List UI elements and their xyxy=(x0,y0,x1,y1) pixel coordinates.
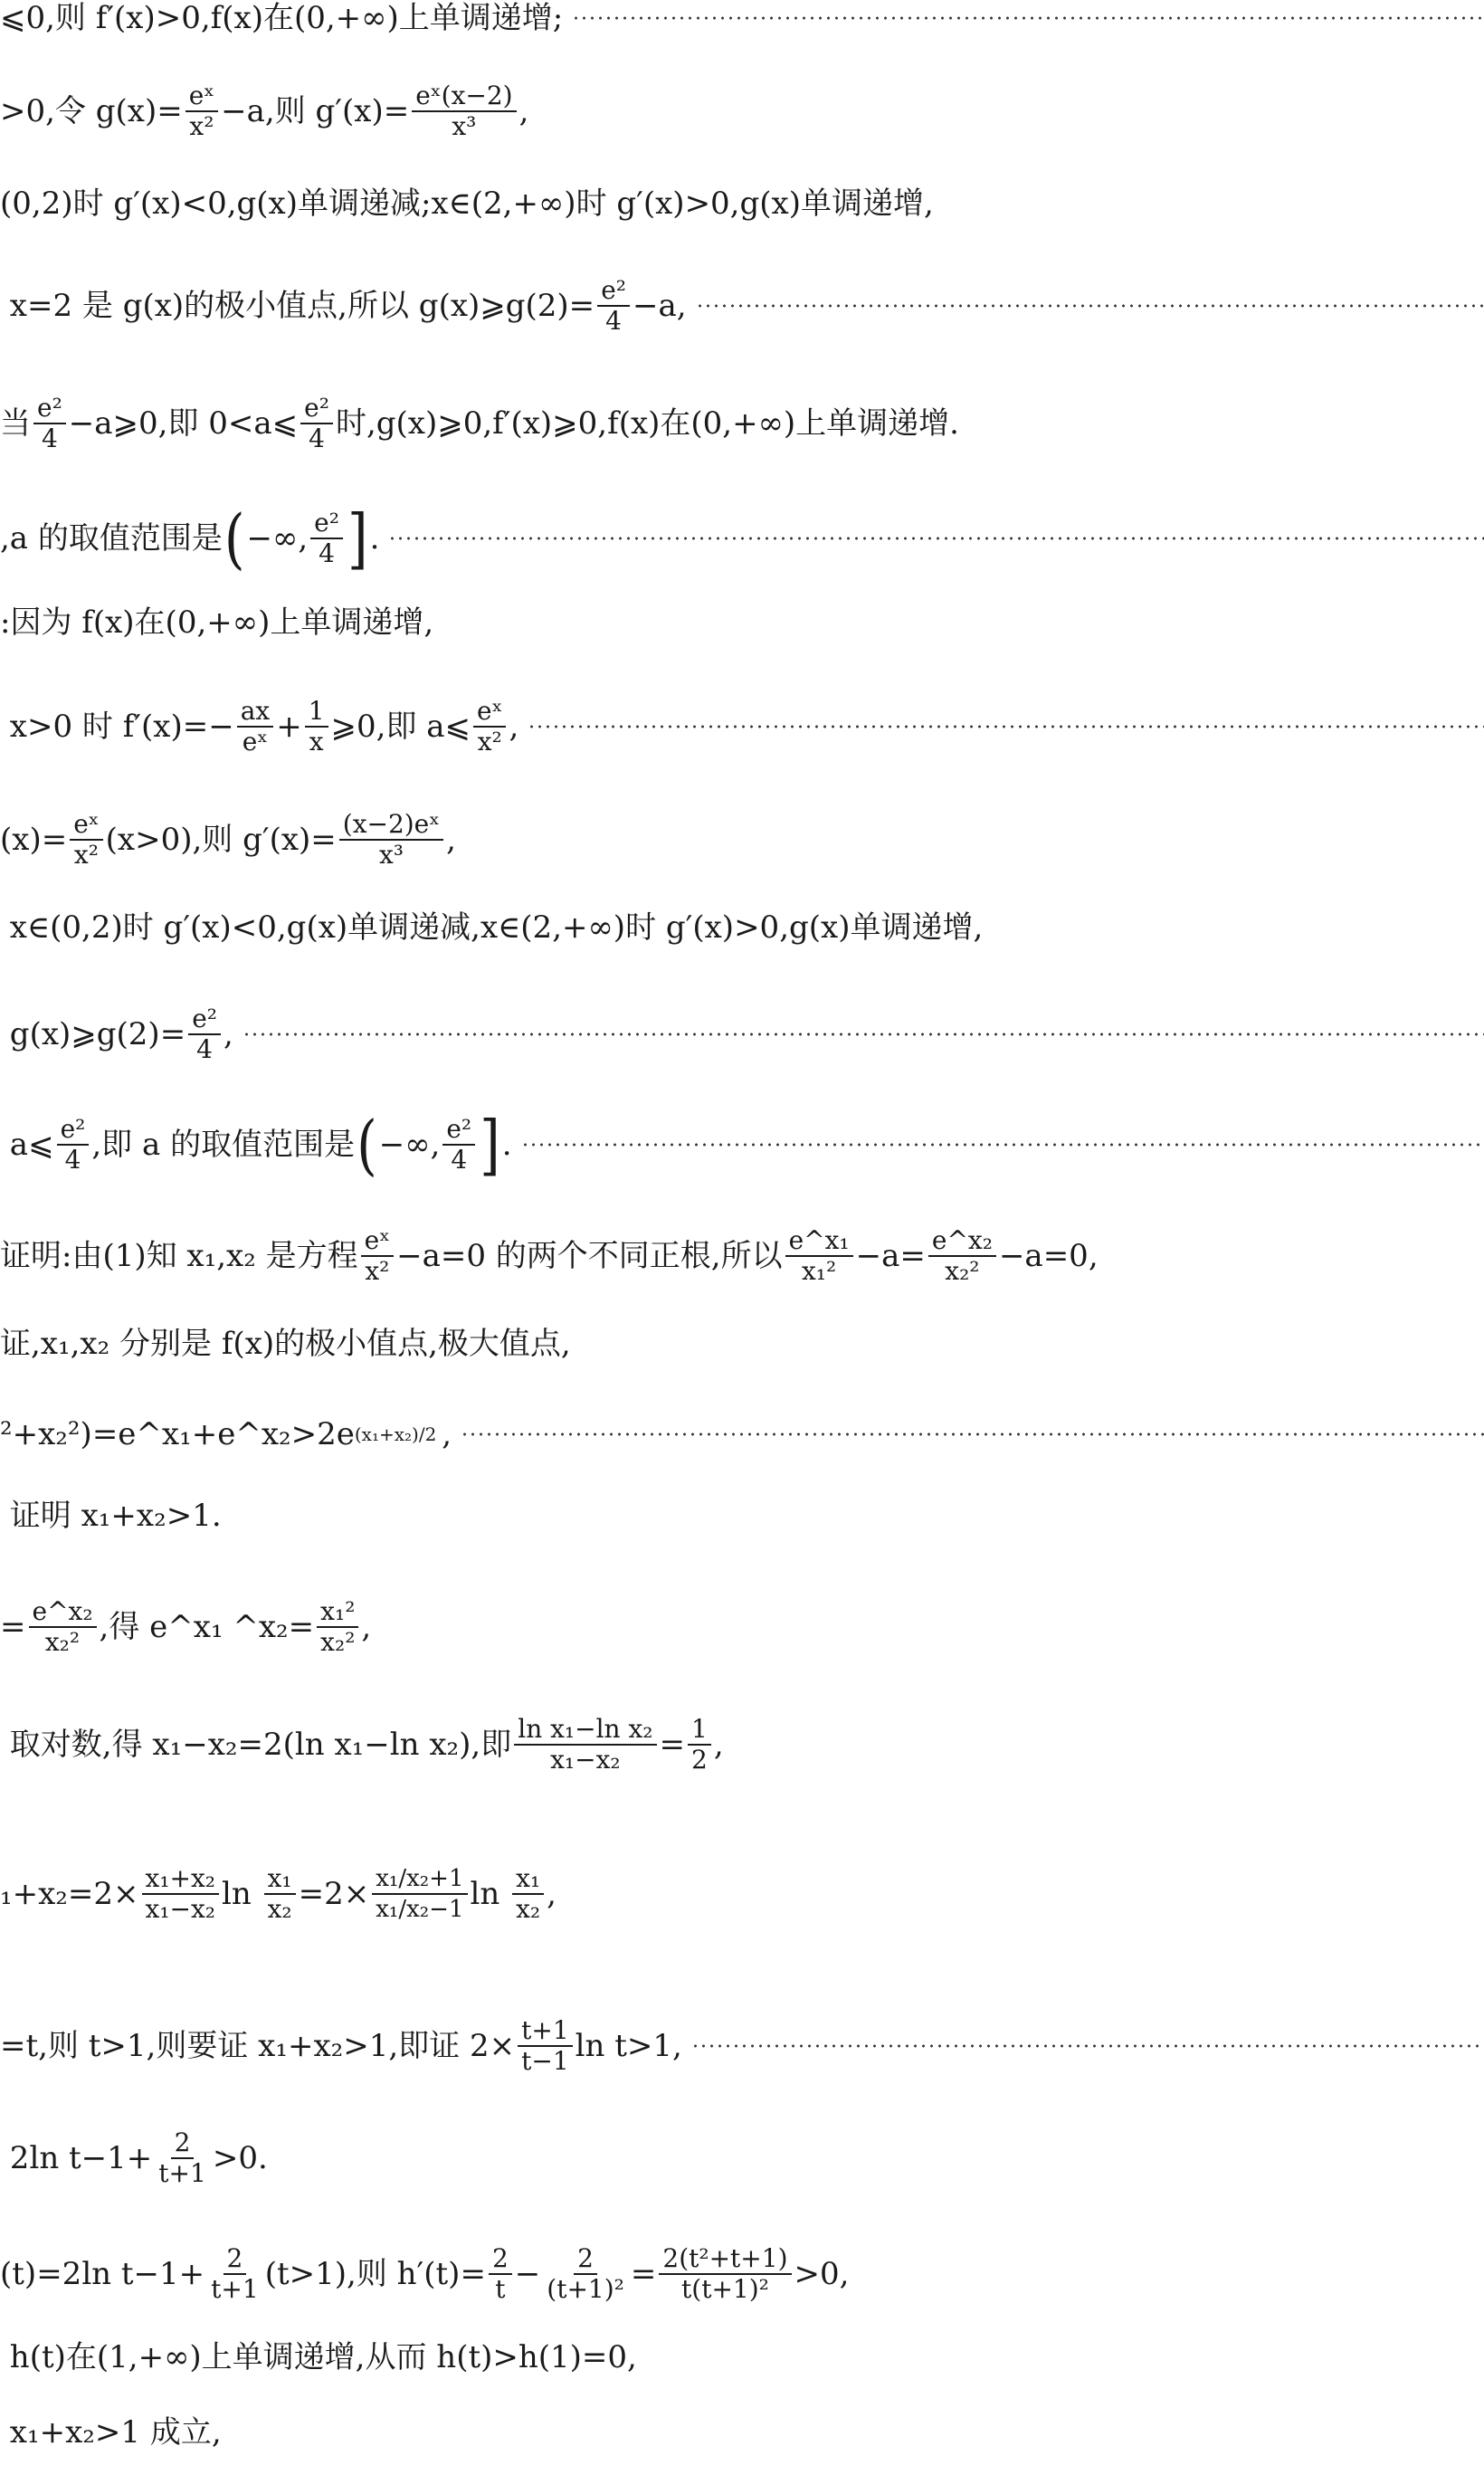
text: ,即 a 的取值范围是 xyxy=(91,1127,356,1163)
fraction xyxy=(512,1864,544,1924)
leader-dots xyxy=(528,725,1484,728)
text: −a= xyxy=(855,1238,926,1274)
text: 2ln t−1+ xyxy=(0,2140,153,2176)
text: −∞, xyxy=(246,520,309,557)
numerator: eˣ xyxy=(186,81,218,112)
denominator: x² xyxy=(365,1256,390,1286)
text: = xyxy=(659,1727,686,1763)
fraction xyxy=(29,1597,97,1657)
text: −a=0 的两个不同正根,所以 xyxy=(396,1238,783,1274)
denominator: x xyxy=(309,727,324,757)
denominator: x² xyxy=(477,727,502,757)
text: >0, xyxy=(794,2256,850,2292)
numerator: eˣ(x−2) xyxy=(412,81,516,112)
text: −a=0, xyxy=(998,1238,1099,1274)
denominator: t−1 xyxy=(521,2046,569,2076)
text: (x)= xyxy=(0,822,68,858)
numerator: 2 xyxy=(224,2244,247,2275)
numerator: 2 xyxy=(574,2244,597,2275)
denominator: x₁² xyxy=(801,1256,837,1286)
numerator: (x−2)eˣ xyxy=(339,810,443,841)
fraction xyxy=(264,1864,296,1924)
compound-fraction xyxy=(372,1864,467,1924)
text: ,得 e^x₁ ^x₂= xyxy=(99,1609,315,1645)
text: g(x)⩾g(2)= xyxy=(0,1016,186,1052)
leader-dots xyxy=(572,16,1484,20)
denominator: 4 xyxy=(309,424,325,453)
line-23 xyxy=(0,2339,1484,2375)
text: . xyxy=(369,520,380,557)
numerator: e² xyxy=(597,276,630,307)
text: ln t>1, xyxy=(575,2028,682,2064)
fraction xyxy=(442,1115,475,1175)
text: , xyxy=(509,709,519,745)
fraction xyxy=(142,1864,220,1924)
fraction xyxy=(155,2128,210,2188)
text: 当 xyxy=(0,405,31,442)
line-10 xyxy=(0,909,1484,946)
fraction xyxy=(688,1715,711,1775)
text: 证,x₁,x₂ 分别是 f(x)的极小值点,极大值点, xyxy=(0,1326,571,1362)
line-19 xyxy=(0,1864,1484,1924)
text: 证明:由(1)知 x₁,x₂ 是方程 xyxy=(0,1238,358,1274)
text: , xyxy=(518,93,529,129)
denominator: 4 xyxy=(451,1145,468,1175)
text: , xyxy=(442,1416,452,1452)
text: h(t)在(1,+∞)上单调递增,从而 h(t)>h(1)=0, xyxy=(0,2339,637,2375)
line-3 xyxy=(0,186,1484,222)
fraction xyxy=(928,1226,996,1286)
numerator: t+1 xyxy=(518,2016,573,2047)
line-7 xyxy=(0,604,1484,641)
denominator: t+1 xyxy=(158,2158,206,2188)
fraction xyxy=(207,2244,262,2304)
fraction xyxy=(361,1226,394,1286)
denominator: t xyxy=(495,2274,506,2304)
numerator: x₁/x₂+1 xyxy=(372,1864,467,1895)
text: a⩽ xyxy=(0,1127,54,1163)
line-21 xyxy=(0,2128,1484,2188)
text: x=2 是 g(x)的极小值点,所以 g(x)⩾g(2)= xyxy=(0,288,595,324)
text: ₁+x₂=2× xyxy=(0,1876,139,1912)
line-15 xyxy=(0,1416,1484,1452)
numerator: e² xyxy=(442,1115,475,1146)
denominator: 4 xyxy=(41,424,58,453)
denominator: x₁−x₂ xyxy=(145,1894,216,1924)
numerator: eˣ xyxy=(473,697,506,728)
numerator: e^x₂ xyxy=(928,1226,996,1257)
text: ⩾0,即 a⩽ xyxy=(330,709,471,745)
denominator: t+1 xyxy=(211,2274,259,2304)
denominator: 2 xyxy=(691,1745,708,1775)
text: , xyxy=(446,822,456,858)
denominator: 4 xyxy=(319,538,335,568)
text: −∞, xyxy=(378,1127,441,1163)
line-17 xyxy=(0,1597,1484,1657)
line-22 xyxy=(0,2244,1484,2304)
text: . xyxy=(501,1127,512,1163)
fraction xyxy=(57,1115,90,1175)
numerator: 1 xyxy=(688,1715,711,1746)
numerator: x₁ xyxy=(264,1864,296,1895)
line-20 xyxy=(0,2016,1484,2076)
right-bracket: ] xyxy=(347,500,368,577)
text: , xyxy=(713,1727,724,1763)
text: , xyxy=(547,1876,556,1912)
denominator: x₁−x₂ xyxy=(550,1745,621,1775)
leader-dots xyxy=(691,2044,1484,2048)
fraction xyxy=(237,697,273,757)
denominator: 4 xyxy=(196,1034,213,1064)
denominator: x₂ xyxy=(516,1894,541,1924)
text: >0. xyxy=(212,2140,268,2176)
text: ²+x₂²)=e^x₁+e^x₂>2e xyxy=(0,1416,355,1452)
text: 时,g(x)⩾0,f′(x)⩾0,f(x)在(0,+∞)上单调递增. xyxy=(335,405,959,442)
numerator: e² xyxy=(188,1004,221,1035)
numerator: 2(t²+t+1) xyxy=(659,2244,791,2275)
denominator: eˣ xyxy=(242,727,269,757)
denominator: (t+1)² xyxy=(547,2274,624,2304)
fraction xyxy=(300,394,333,453)
denominator: x₂² xyxy=(945,1256,980,1286)
text: ln xyxy=(222,1876,262,1912)
fraction xyxy=(186,81,218,141)
numerator: e² xyxy=(57,1115,90,1146)
left-paren: ( xyxy=(357,1106,377,1184)
numerator: 2 xyxy=(489,2244,512,2275)
text: , xyxy=(223,1016,233,1052)
fraction xyxy=(518,2016,573,2076)
line-16 xyxy=(0,1498,1484,1534)
denominator: x₁/x₂−1 xyxy=(376,1896,464,1923)
numerator: x₁+x₂ xyxy=(142,1864,220,1895)
fraction xyxy=(785,1226,853,1286)
text: (x>0),则 g′(x)= xyxy=(105,822,337,858)
leader-dots xyxy=(243,1033,1484,1036)
text: 证明 x₁+x₂>1. xyxy=(0,1498,222,1534)
text: −a,则 g′(x)= xyxy=(221,93,410,129)
fraction xyxy=(659,2244,791,2304)
text: ⩽0,则 f′(x)>0,f(x)在(0,+∞)上单调递增; xyxy=(0,0,564,36)
fraction xyxy=(514,1715,656,1775)
text: x₁+x₂>1 成立, xyxy=(0,2414,222,2451)
text: (0,2)时 g′(x)<0,g(x)单调递减;x∈(2,+∞)时 g′(x)>0,g(x)单调递增, xyxy=(0,186,934,222)
numerator: e^x₂ xyxy=(29,1597,97,1628)
fraction xyxy=(543,2244,628,2304)
fraction xyxy=(412,81,516,141)
left-paren: ( xyxy=(224,500,245,577)
line-24 xyxy=(0,2414,1484,2451)
denominator: x³ xyxy=(378,840,404,870)
text: =t,则 t>1,则要证 x₁+x₂>1,即证 2× xyxy=(0,2028,516,2064)
text: −a, xyxy=(632,288,687,324)
text: ,a 的取值范围是 xyxy=(0,520,223,557)
numerator: eˣ xyxy=(70,810,102,841)
text: :因为 f(x)在(0,+∞)上单调递增, xyxy=(0,604,434,641)
denominator: x₂² xyxy=(44,1627,81,1657)
numerator: e² xyxy=(310,509,343,539)
text: >0,令 g(x)= xyxy=(0,93,183,129)
fraction xyxy=(339,810,443,870)
denominator: x³ xyxy=(452,111,477,141)
fraction xyxy=(473,697,506,757)
denominator: x² xyxy=(189,111,214,141)
leader-dots xyxy=(461,1432,1484,1436)
denominator: x² xyxy=(73,840,99,870)
line-4 xyxy=(0,276,1484,336)
right-bracket: ] xyxy=(480,1106,500,1184)
text: =2× xyxy=(298,1876,370,1912)
text: 取对数,得 x₁−x₂=2(ln x₁−ln x₂),即 xyxy=(0,1727,512,1763)
fraction xyxy=(317,1597,358,1657)
line-18 xyxy=(0,1715,1484,1775)
text: (t>1),则 h′(t)= xyxy=(264,2256,486,2292)
leader-dots xyxy=(521,1143,1484,1147)
denominator: 4 xyxy=(64,1145,81,1175)
fraction xyxy=(33,394,66,453)
denominator: x₂ xyxy=(267,1894,292,1924)
text: −a⩾0,即 0<a⩽ xyxy=(68,405,299,442)
text: ln xyxy=(470,1876,510,1912)
fraction xyxy=(70,810,102,870)
text: x>0 时 f′(x)=− xyxy=(0,709,234,745)
text: x∈(0,2)时 g′(x)<0,g(x)单调递减,x∈(2,+∞)时 g′(x)>0,g(x)单调递增, xyxy=(0,909,984,946)
numerator: e^x₁ xyxy=(785,1226,853,1257)
exponent: (x₁+x₂)/2 xyxy=(354,1423,437,1445)
line-6 xyxy=(0,500,1484,577)
fraction xyxy=(597,276,630,336)
numerator: e² xyxy=(33,394,66,424)
line-11 xyxy=(0,1004,1484,1064)
text: = xyxy=(0,1609,26,1645)
fraction xyxy=(305,697,328,757)
fraction xyxy=(310,509,343,568)
numerator: eˣ xyxy=(361,1226,394,1257)
numerator: ln x₁−ln x₂ xyxy=(514,1715,656,1746)
line-12 xyxy=(0,1106,1484,1184)
text: − xyxy=(514,2256,541,2292)
line-5 xyxy=(0,394,1484,453)
numerator: 1 xyxy=(305,697,328,728)
denominator: t(t+1)² xyxy=(681,2274,769,2304)
text: , xyxy=(361,1609,372,1645)
fraction xyxy=(188,1004,221,1064)
numerator: x₁² xyxy=(317,1597,358,1628)
leader-dots xyxy=(696,304,1484,308)
denominator: 4 xyxy=(605,306,622,336)
line-13 xyxy=(0,1226,1484,1286)
text: + xyxy=(276,709,302,745)
numerator: e² xyxy=(300,394,333,424)
fraction xyxy=(489,2244,512,2304)
text: = xyxy=(630,2256,657,2292)
line-8 xyxy=(0,697,1484,757)
numerator: x₁ xyxy=(512,1864,544,1895)
numerator: ax xyxy=(237,697,273,728)
leader-dots xyxy=(388,537,1484,540)
line-14 xyxy=(0,1326,1484,1362)
line-2 xyxy=(0,81,1484,141)
text: (t)=2ln t−1+ xyxy=(0,2256,205,2292)
numerator: 2 xyxy=(171,2128,195,2159)
denominator: x₂² xyxy=(320,1627,356,1657)
line-9 xyxy=(0,810,1484,870)
line-1 xyxy=(0,0,1484,36)
